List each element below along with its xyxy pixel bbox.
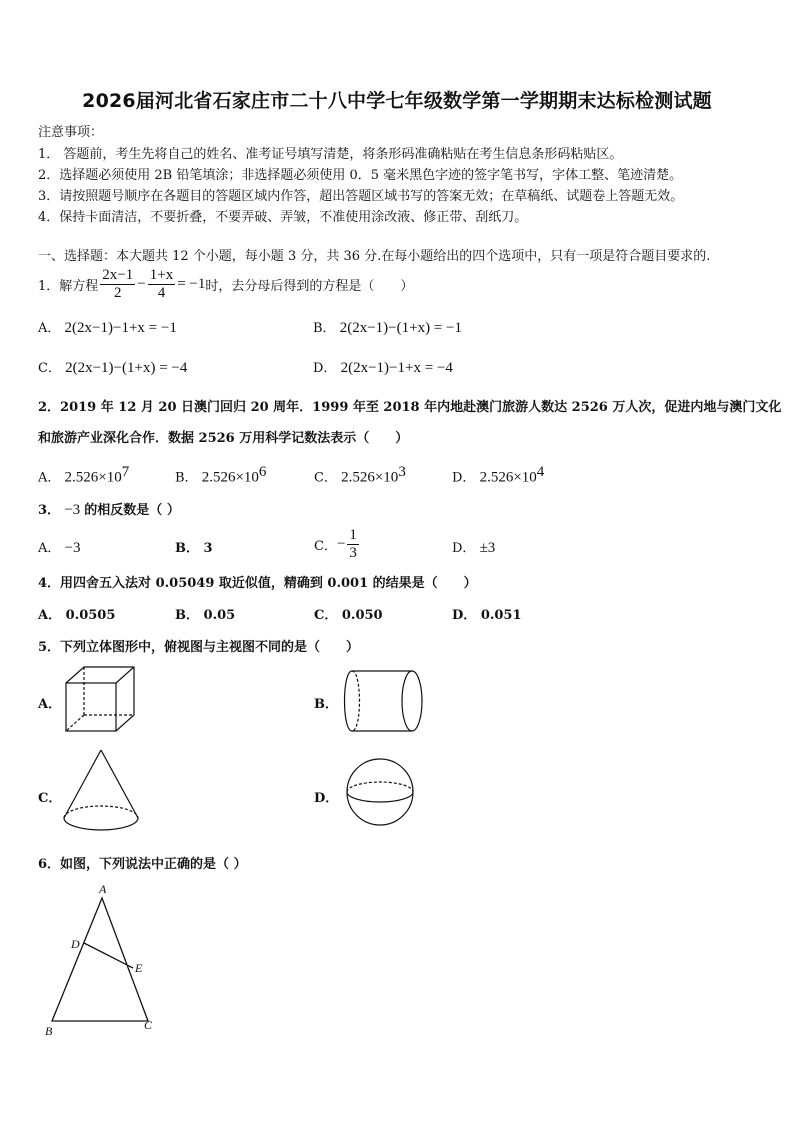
q1-option-d-text: 2(2x−1)−1+x = −4	[340, 360, 453, 376]
q2-option-d-label: D．	[452, 470, 476, 486]
q2-line-2: 和旅游产业深化合作．数据 2526 万用科学记数法表示（ ）	[38, 431, 409, 446]
q2-option-d	[452, 464, 544, 486]
notice-heading: 注意事项：	[38, 125, 104, 140]
q5-option-d-label: D．	[314, 791, 339, 806]
q3-option-c-sign: −	[336, 535, 346, 552]
q5-option-c-label: C．	[38, 791, 62, 806]
point-d-label: D	[71, 937, 80, 951]
q4-option-b	[175, 604, 235, 623]
point-c-label: C	[144, 1018, 153, 1032]
q3-option-d-label: D．	[452, 541, 476, 556]
q5-option-a-label: A．	[38, 697, 62, 712]
q4-option-d-text: 0.051	[480, 608, 522, 623]
q2-option-c-exp: 3	[398, 464, 406, 480]
q1-rhs: = −1	[177, 275, 206, 292]
q3-option-a-label: A．	[38, 541, 61, 556]
q1-option-d-label: D．	[313, 361, 337, 376]
question-3	[38, 499, 180, 519]
q2-option-c	[314, 464, 406, 486]
q4-option-a	[38, 604, 115, 623]
point-a-label: A	[99, 882, 107, 896]
q2-option-d-base: 2.526×10	[479, 469, 537, 486]
q3-value: −3	[64, 502, 81, 518]
notice-item-1: 1． 答题前，考生先将自己的姓名、准考证号填写清楚，将条形码准确粘贴在考生信息条形码粘贴区。	[38, 147, 623, 162]
q1-option-c-label: C．	[38, 361, 61, 376]
q3-option-d	[452, 537, 495, 557]
q1-option-c-text: 2(2x−1)−(1+x) = −4	[65, 360, 188, 376]
q4-option-c	[314, 604, 383, 623]
q1-option-a-label: A．	[38, 321, 61, 336]
notice-item-2: 2．选择题必须使用 2B 铅笔填涂；非选择题必须使用 0．5 毫米黑色字迹的签字笔书写，字体工整、笔迹清楚。	[38, 168, 683, 183]
q3-option-b-text: 3	[203, 541, 213, 556]
triangle-figure	[40, 880, 170, 1040]
sphere-figure	[345, 757, 415, 827]
q3-option-d-text: ±3	[479, 540, 496, 556]
q4-option-b-text: 0.05	[203, 608, 236, 623]
cube-figure	[64, 665, 136, 735]
q3-option-c-denominator: 3	[349, 544, 357, 561]
q1-fraction-2	[148, 267, 175, 302]
q1-option-b-text: 2(2x−1)−(1+x) = −1	[339, 320, 462, 336]
q1-option-a	[38, 317, 177, 337]
q4-option-d	[452, 604, 522, 623]
q1-option-b-label: B．	[313, 321, 336, 336]
q3-number: 3．	[38, 503, 61, 518]
q1-frac2-numerator: 1+x	[149, 266, 174, 283]
q3-text: 的相反数是（ ）	[84, 503, 180, 518]
q1-option-a-text: 2(2x−1)−1+x = −1	[64, 320, 177, 336]
q1-frac2-denominator: 4	[157, 284, 166, 301]
q4-option-b-label: B．	[175, 608, 199, 623]
q1-minus: −	[137, 275, 146, 292]
q2-option-a-label: A．	[38, 470, 61, 486]
q1-number: 1．	[38, 278, 60, 294]
q2-option-a	[38, 464, 129, 486]
q3-option-c-label: C．	[314, 538, 337, 554]
section-header: 一、选择题：本大题共 12 个小题，每小题 3 分，共 36 分.在每小题给出的四个选项中，只有一项是符合题目要求的.	[38, 249, 711, 264]
q2-option-b	[175, 464, 266, 486]
q1-fraction-1	[100, 267, 135, 302]
q1-prefix: 解方程	[59, 278, 99, 294]
q3-option-a	[38, 537, 81, 557]
q2-option-d-exp: 4	[536, 464, 545, 480]
q4-option-a-text: 0.0505	[65, 608, 116, 623]
q2-option-b-label: B．	[175, 470, 198, 486]
q2-option-b-exp: 6	[258, 464, 267, 480]
q2-option-c-label: C．	[314, 470, 337, 486]
page-title: 2026届河北省石家庄市二十八中学七年级数学第一学期期末达标检测试题	[82, 90, 712, 112]
q5-option-b-label: B．	[314, 697, 338, 712]
question-4: 4．用四舍五入法对 0.05049 取近似值，精确到 0.001 的结果是（ ）	[38, 576, 477, 591]
q2-option-c-base: 2.526×10	[341, 469, 399, 486]
q2-line-1: 2．2019 年 12 月 20 日澳门回归 20 周年．1999 年至 2018 年内地赴澳门旅游人数达 2526 万人次，促进内地与澳门文化	[38, 400, 782, 415]
q2-option-a-base: 2.526×10	[64, 469, 122, 486]
point-e-label: E	[135, 961, 143, 975]
question-1	[38, 264, 413, 304]
q3-option-c-numerator: 1	[349, 526, 357, 543]
point-b-label: B	[45, 1024, 53, 1038]
question-6: 6．如图，下列说法中正确的是（ ）	[38, 857, 247, 872]
q4-option-c-label: C．	[314, 608, 338, 623]
q3-option-b	[175, 537, 213, 556]
cylinder-figure	[342, 668, 424, 734]
q1-option-d	[313, 357, 453, 377]
notice-item-4: 4．保持卡面清洁，不要折叠，不要弄破、弄皱，不准使用涂改液、修正带、刮纸刀。	[38, 210, 528, 225]
q4-option-d-label: D．	[452, 608, 477, 623]
question-5: 5．下列立体图形中，俯视图与主视图不同的是（ ）	[38, 640, 360, 655]
q1-suffix: 时，去分母后得到的方程是（ ）	[205, 278, 414, 294]
q3-option-c-fraction	[347, 527, 359, 562]
q1-frac1-numerator: 2x−1	[102, 266, 134, 283]
q2-option-a-exp: 7	[121, 464, 130, 480]
cone-figure	[60, 748, 144, 840]
q3-option-a-text: −3	[64, 540, 81, 556]
q1-frac1-denominator: 2	[114, 284, 122, 301]
q4-option-c-text: 0.050	[341, 608, 383, 623]
q1-option-c	[38, 357, 187, 377]
q2-option-b-base: 2.526×10	[201, 469, 259, 486]
q1-option-b	[313, 317, 462, 337]
q3-option-c	[314, 524, 361, 564]
q4-option-a-label: A．	[38, 608, 62, 623]
notice-item-3: 3．请按照题号顺序在各题目的答题区域内作答，超出答题区域书写的答案无效；在草稿纸、试题卷上答题无效。	[38, 189, 684, 204]
q3-option-b-label: B．	[175, 541, 199, 556]
